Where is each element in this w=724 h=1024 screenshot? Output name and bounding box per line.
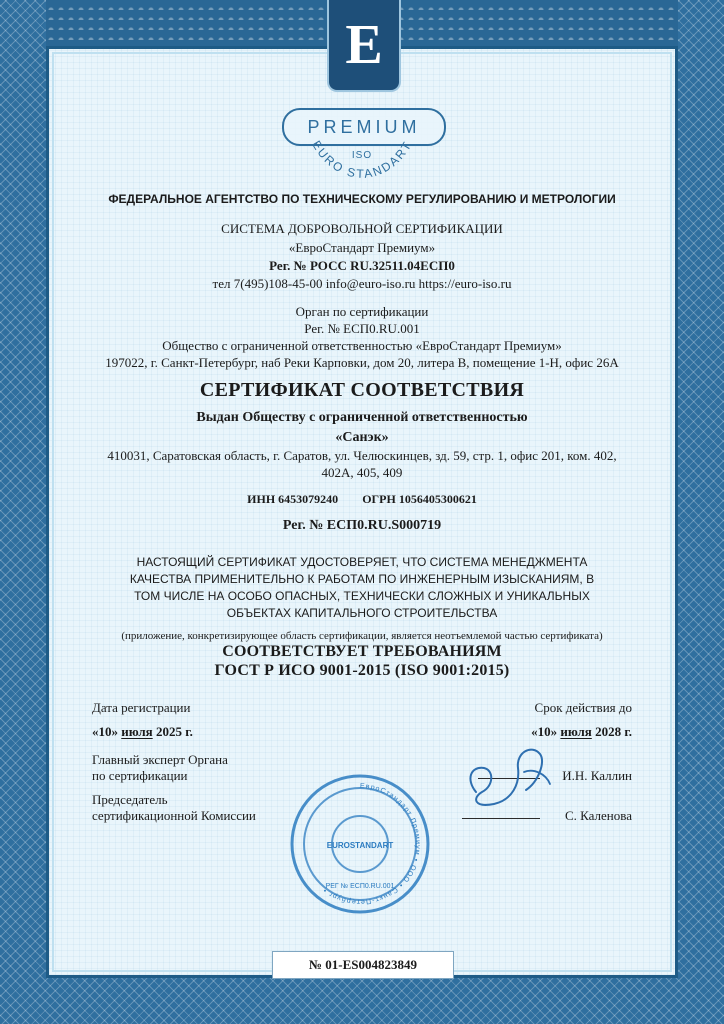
requirements-line-1: СООТВЕТСТВУЕТ ТРЕБОВАНИЯМ — [222, 643, 502, 660]
requirements-line-2: ГОСТ Р ИСО 9001-2015 (ISO 9001:2015) — [214, 662, 510, 679]
seal-center-text: EUROSTANDART — [326, 841, 394, 850]
statement-line-4: ОБЪЕКТАХ КАПИТАЛЬНОГО СТРОИТЕЛЬСТВА — [226, 606, 498, 620]
organ-company: Общество с ограниченной ответственностью «ЕвроСтандарт Премиум» — [162, 338, 562, 353]
statement-line-2: КАЧЕСТВА ПРИМЕНИТЕЛЬНО К РАБОТАМ ПО ИНЖЕНЕРНЫМ ИЗЫСКАНИЯМ, В — [129, 572, 595, 586]
certificate-title: СЕРТИФИКАТ СООТВЕТСТВИЯ — [199, 379, 525, 401]
registration-date-prefix: «10» — [92, 724, 118, 739]
premium-label: PREMIUM — [307, 116, 421, 137]
appendix-note: (приложение, конкретизирующее область сертификации, является неотъемлемой частью сертификата) — [121, 630, 603, 642]
iso-label: ISO — [351, 150, 373, 161]
statement-line-1: НАСТОЯЩИЙ СЕРТИФИКАТ УДОСТОВЕРЯЕТ, ЧТО СИСТЕМА МЕНЕДЖМЕНТА — [136, 555, 588, 569]
system-name: «ЕвроСтандарт Премиум» — [288, 240, 436, 255]
signature-scribble — [454, 728, 574, 818]
chief-expert-label-line-2: по сертификации — [92, 768, 188, 783]
chief-expert-label-line-1: Главный эксперт Органа — [92, 752, 228, 767]
round-seal-stamp — [286, 770, 434, 918]
system-title: СИСТЕМА ДОБРОВОЛЬНОЙ СЕРТИФИКАЦИИ — [221, 221, 503, 236]
certificate-reg-number: Рег. № ЕСП0.RU.S000719 — [282, 518, 442, 533]
agency-title: ФЕДЕРАЛЬНОЕ АГЕНТСТВО ПО ТЕХНИЧЕСКОМУ РЕГУЛИРОВАНИЮ И МЕТРОЛОГИИ — [108, 192, 616, 206]
iso-euro-standart-ring — [298, 120, 426, 200]
chair-label-line-1: Председатель — [92, 792, 168, 807]
seal-reg-text: РЕГ № ЕСП0.RU.001 — [325, 883, 395, 890]
chief-expert-name: И.Н. Каллин — [562, 768, 632, 783]
registration-date — [92, 724, 193, 740]
issued-to-line: Выдан Обществу с ограниченной ответственностью — [196, 410, 528, 425]
holder-address-line-2: 402А, 405, 409 — [321, 465, 403, 480]
brand-logo — [327, 0, 401, 92]
ogrn: ОГРН 1056405300621 — [362, 492, 477, 506]
chair-label-line-2: сертификационной Комиссии — [92, 808, 256, 823]
inn: ИНН 6453079240 — [247, 492, 339, 506]
organ-label: Орган по сертификации — [295, 304, 429, 319]
organ-reg: Рег. № ЕСП0.RU.001 — [304, 321, 420, 336]
holder-name: «Санэк» — [335, 430, 389, 445]
euro-standart-label: EURO STANDART — [309, 138, 415, 181]
organ-address: 197022, г. Санкт-Петербург, наб Реки Карповки, дом 20, литера В, помещение 1-Н, офис 26А — [105, 355, 619, 370]
validity-date-suffix: 2028 г. — [595, 724, 632, 739]
brand-letter: E — [345, 14, 383, 76]
validity-date-prefix: «10» — [531, 724, 558, 739]
chair-sign-line — [462, 818, 540, 819]
validity-date-month: июля — [560, 724, 592, 739]
registration-label: Дата регистрации — [92, 700, 191, 715]
system-contacts: тел 7(495)108-45-00 info@euro-iso.ru https://euro-iso.ru — [212, 276, 512, 291]
validity-label: Срок действия до — [534, 700, 632, 715]
svg-text:ISO — [352, 150, 372, 161]
holder-address-line-1: 410031, Саратовская область, г. Саратов, ул. Челюскинцев, зд. 59, стр. 1, офис 201, ком. 402, — [107, 448, 617, 463]
inn-ogrn-row — [0, 492, 724, 507]
registration-date-month: июля — [121, 724, 153, 739]
system-reg: Рег. № РОСС RU.32511.04ЕСП0 — [269, 258, 455, 273]
seal-ring-text: ЕвроСтандарт Премиум • ООО • Санкт-Петербург • — [321, 782, 421, 906]
registration-date-suffix: 2025 г. — [155, 724, 193, 739]
chair-name: С. Каленова — [564, 808, 632, 823]
statement-line-3: ТОМ ЧИСЛЕ НА ОСОБО ОПАСНЫХ, ТЕХНИЧЕСКИ СЛОЖНЫХ И УНИКАЛЬНЫХ — [134, 589, 590, 603]
certificate-serial-number: № 01-ES004823849 — [272, 951, 454, 979]
